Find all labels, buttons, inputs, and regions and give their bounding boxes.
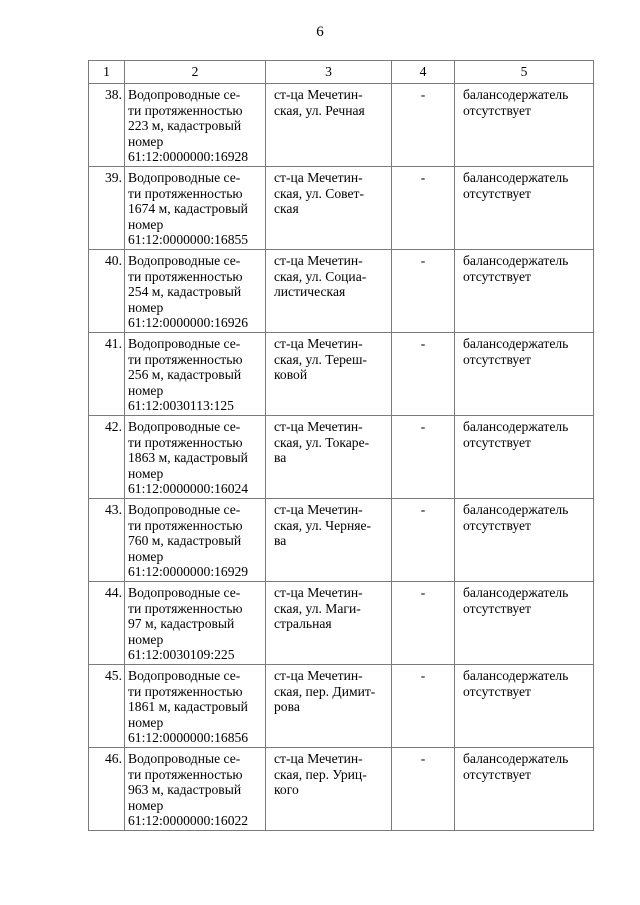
description-line: ти протяженностью	[128, 517, 243, 533]
object-address	[266, 333, 392, 416]
address-line: ст-ца Мечетин-	[274, 419, 363, 434]
table-row	[89, 748, 594, 831]
address-line: ст-ца Мечетин-	[274, 585, 363, 600]
object-description	[125, 665, 266, 748]
description-line: 61:12:0030109:225	[128, 647, 235, 663]
row-number: 43.	[89, 499, 125, 582]
description-line: Водопроводные се-	[128, 253, 241, 268]
object-description	[125, 333, 266, 416]
column-4-value: -	[392, 167, 455, 250]
holder-line: отсутствует	[463, 351, 532, 367]
header-col-1: 1	[89, 61, 125, 84]
column-4-value: -	[392, 84, 455, 167]
row-number: 41.	[89, 333, 125, 416]
description-line: ти протяженностью	[128, 268, 243, 284]
description-line: номер	[128, 299, 164, 315]
address-line: ст-ца Мечетин-	[274, 87, 363, 102]
column-4-value: -	[392, 582, 455, 665]
address-line: ская, ул. Токаре-	[274, 434, 370, 450]
description-line: номер	[128, 465, 164, 481]
object-description	[125, 748, 266, 831]
address-line: кого	[274, 782, 299, 798]
table-row	[89, 499, 594, 582]
holder-line: балансодержатель	[463, 751, 569, 766]
description-line: 256 м, кадастровый	[128, 367, 242, 383]
description-line: 97 м, кадастровый	[128, 616, 235, 632]
object-address	[266, 582, 392, 665]
row-number: 44.	[89, 582, 125, 665]
table-row	[89, 250, 594, 333]
address-line: ская, пер. Уриц-	[274, 766, 367, 782]
object-address	[266, 84, 392, 167]
holder-line: отсутствует	[463, 185, 532, 201]
description-line: 61:12:0000000:16928	[128, 149, 249, 165]
holder-line: балансодержатель	[463, 668, 569, 683]
description-line: номер	[128, 714, 164, 730]
row-number: 39.	[89, 167, 125, 250]
column-4-value: -	[392, 665, 455, 748]
description-line: номер	[128, 216, 164, 232]
address-line: ская, пер. Димит-	[274, 683, 376, 699]
object-address	[266, 416, 392, 499]
column-4-value: -	[392, 416, 455, 499]
address-line: ст-ца Мечетин-	[274, 253, 363, 268]
address-line: ковой	[274, 367, 308, 383]
object-description	[125, 84, 266, 167]
address-line: ва	[274, 533, 287, 549]
object-address	[266, 499, 392, 582]
description-line: 963 м, кадастровый	[128, 782, 242, 798]
address-line: ская, ул. Черняе-	[274, 517, 372, 533]
table-row	[89, 167, 594, 250]
holder-line: отсутствует	[463, 517, 532, 533]
column-4-value: -	[392, 748, 455, 831]
holder-line: балансодержатель	[463, 585, 569, 600]
description-line: Водопроводные се-	[128, 336, 241, 351]
column-4-value: -	[392, 250, 455, 333]
holder-line: балансодержатель	[463, 502, 569, 517]
description-line: Водопроводные се-	[128, 419, 241, 434]
address-line: ст-ца Мечетин-	[274, 336, 363, 351]
header-col-3: 3	[266, 61, 392, 84]
holder-line: отсутствует	[463, 766, 532, 782]
description-line: 61:12:0000000:16024	[128, 481, 249, 497]
table-row	[89, 84, 594, 167]
description-line: 1861 м, кадастровый	[128, 699, 248, 715]
description-line: ти протяженностью	[128, 185, 243, 201]
description-line: 61:12:0000000:16856	[128, 730, 249, 746]
description-line: 1863 м, кадастровый	[128, 450, 248, 466]
description-line: 61:12:0000000:16929	[128, 564, 249, 580]
holder-line: отсутствует	[463, 683, 532, 699]
column-4-value: -	[392, 499, 455, 582]
description-line: ти протяженностью	[128, 102, 243, 118]
object-description	[125, 416, 266, 499]
address-line: ст-ца Мечетин-	[274, 751, 363, 766]
header-col-2: 2	[125, 61, 266, 84]
object-description	[125, 582, 266, 665]
description-line: Водопроводные се-	[128, 502, 241, 517]
table-body	[89, 84, 594, 831]
address-line: ст-ца Мечетин-	[274, 170, 363, 185]
description-line: номер	[128, 548, 164, 564]
header-col-5: 5	[455, 61, 594, 84]
address-line: ская	[274, 201, 299, 217]
holder-line: отсутствует	[463, 102, 532, 118]
balance-holder	[455, 582, 594, 665]
description-line: 223 м, кадастровый	[128, 118, 242, 134]
column-4-value: -	[392, 333, 455, 416]
description-line: 1674 м, кадастровый	[128, 201, 248, 217]
description-line: ти протяженностью	[128, 683, 243, 699]
row-number: 45.	[89, 665, 125, 748]
holder-line: балансодержатель	[463, 170, 569, 185]
balance-holder	[455, 333, 594, 416]
table-row	[89, 333, 594, 416]
balance-holder	[455, 250, 594, 333]
object-description	[125, 499, 266, 582]
row-number: 46.	[89, 748, 125, 831]
address-line: ская, ул. Тереш-	[274, 351, 367, 367]
object-address	[266, 250, 392, 333]
address-line: ва	[274, 450, 287, 466]
holder-line: отсутствует	[463, 268, 532, 284]
page-number: 6	[316, 24, 324, 40]
description-line: Водопроводные се-	[128, 668, 241, 683]
holder-line: отсутствует	[463, 434, 532, 450]
object-address	[266, 167, 392, 250]
table-row	[89, 416, 594, 499]
description-line: ти протяженностью	[128, 600, 243, 616]
description-line: ти протяженностью	[128, 434, 243, 450]
address-line: ская, ул. Речная	[274, 102, 365, 118]
balance-holder	[455, 748, 594, 831]
registry-table	[88, 60, 594, 831]
address-line: стральная	[274, 616, 332, 632]
holder-line: балансодержатель	[463, 253, 569, 268]
description-line: номер	[128, 797, 164, 813]
description-line: Водопроводные се-	[128, 585, 241, 600]
address-line: листическая	[274, 284, 346, 300]
row-number: 38.	[89, 84, 125, 167]
description-line: 61:12:0000000:16022	[128, 813, 249, 829]
description-line: номер	[128, 133, 164, 149]
balance-holder	[455, 499, 594, 582]
description-line: Водопроводные се-	[128, 751, 241, 766]
object-description	[125, 167, 266, 250]
table-row	[89, 582, 594, 665]
object-description	[125, 250, 266, 333]
row-number: 42.	[89, 416, 125, 499]
header-col-4: 4	[392, 61, 455, 84]
description-line: номер	[128, 631, 164, 647]
description-line: 61:12:0000000:16926	[128, 315, 249, 331]
description-line: Водопроводные се-	[128, 87, 241, 102]
table-header-row	[89, 61, 594, 84]
holder-line: балансодержатель	[463, 336, 569, 351]
description-line: 760 м, кадастровый	[128, 533, 242, 549]
description-line: ти протяженностью	[128, 351, 243, 367]
object-address	[266, 665, 392, 748]
address-line: ст-ца Мечетин-	[274, 502, 363, 517]
row-number: 40.	[89, 250, 125, 333]
holder-line: отсутствует	[463, 600, 532, 616]
balance-holder	[455, 416, 594, 499]
address-line: ст-ца Мечетин-	[274, 668, 363, 683]
address-line: рова	[274, 699, 300, 715]
balance-holder	[455, 167, 594, 250]
balance-holder	[455, 665, 594, 748]
description-line: ти протяженностью	[128, 766, 243, 782]
description-line: номер	[128, 382, 164, 398]
address-line: ская, ул. Социа-	[274, 268, 367, 284]
description-line: 254 м, кадастровый	[128, 284, 242, 300]
description-line: 61:12:0030113:125	[128, 398, 234, 414]
address-line: ская, ул. Маги-	[274, 600, 361, 616]
table-row	[89, 665, 594, 748]
description-line: 61:12:0000000:16855	[128, 232, 249, 248]
holder-line: балансодержатель	[463, 419, 569, 434]
description-line: Водопроводные се-	[128, 170, 241, 185]
address-line: ская, ул. Совет-	[274, 185, 364, 201]
balance-holder	[455, 84, 594, 167]
object-address	[266, 748, 392, 831]
holder-line: балансодержатель	[463, 87, 569, 102]
